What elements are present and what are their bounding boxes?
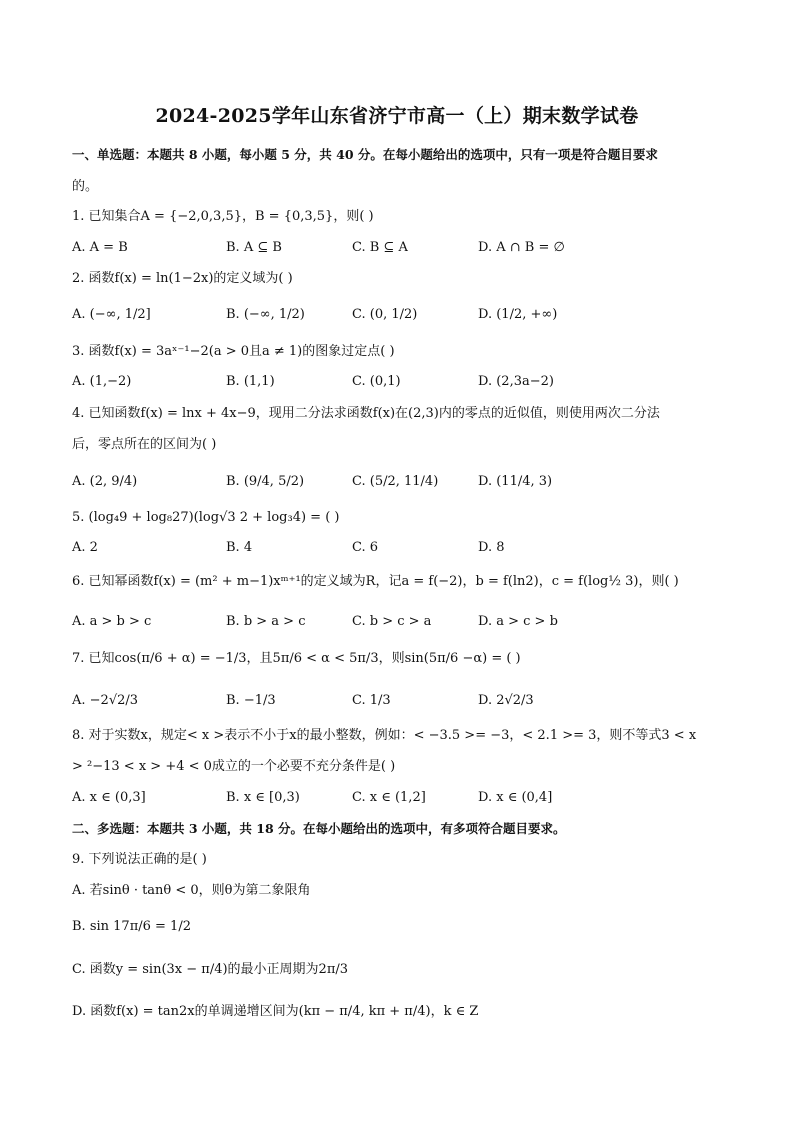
question-4-stem: 4. 已知函数f(x) = lnx + 4x−9，现用二分法求函数f(x)在(2,3)内的零点的近似值，则使用两次二分法 xyxy=(72,406,660,421)
question-2-option-b: B. (−∞, 1/2) xyxy=(226,307,305,322)
question-8-stem: 8. 对于实数x，规定< x >表示不小于x的最小整数，例如：< −3.5 >= −3，< 2.1 >= 3，则不等式3 < x xyxy=(72,728,697,743)
question-9-option-a: A. 若sinθ · tanθ < 0，则θ为第二象限角 xyxy=(72,883,311,898)
question-7-option-a: A. −2√2/3 xyxy=(72,693,139,708)
question-5-option-a: A. 2 xyxy=(72,540,98,555)
question-7-stem: 7. 已知cos(π/6 + α) = −1/3，且5π/6 < α < 5π/3，则sin(5π/6 −α) = ( ) xyxy=(72,651,521,666)
question-4-stem-cont: 后，零点所在的区间为( ) xyxy=(72,437,217,452)
question-4-option-b: B. (9/4, 5/2) xyxy=(226,474,305,489)
question-9-option-d: D. 函数f(x) = tan2x的单调递增区间为(kπ − π/4, kπ + π/4)，k ∈ Z xyxy=(72,1004,479,1019)
exam-title: 2024-2025学年山东省济宁市高一（上）期末数学试卷 xyxy=(155,105,639,127)
question-1-option-b: B. A ⊆ B xyxy=(226,240,282,255)
question-8-stem-cont: > ²−13 < x > +4 < 0成立的一个必要不充分条件是( ) xyxy=(72,759,396,774)
question-4-option-d: D. (11/4, 3) xyxy=(478,474,553,489)
section1-heading-cont: 的。 xyxy=(72,179,99,194)
question-8-option-d: D. x ∈ (0,4] xyxy=(478,790,553,805)
question-1-option-c: C. B ⊆ A xyxy=(352,240,408,255)
section1-heading: 一、单选题：本题共 8 小题，每小题 5 分，共 40 分。在每小题给出的选项中，只有一项是符合题目要求 xyxy=(72,147,658,162)
question-3-option-c: C. (0,1) xyxy=(352,374,401,389)
question-2-option-a: A. (−∞, 1/2] xyxy=(72,307,151,322)
question-9-option-b: B. sin 17π/6 = 1/2 xyxy=(72,919,191,934)
question-6-option-d: D. a > c > b xyxy=(478,614,558,629)
question-8-option-b: B. x ∈ [0,3) xyxy=(226,790,300,805)
question-6-option-a: A. a > b > c xyxy=(72,614,152,629)
question-2-option-d: D. (1/2, +∞) xyxy=(478,307,558,322)
question-7-option-c: C. 1/3 xyxy=(352,693,391,708)
question-3-option-b: B. (1,1) xyxy=(226,374,275,389)
question-3-option-a: A. (1,−2) xyxy=(72,374,132,389)
question-9-stem: 9. 下列说法正确的是( ) xyxy=(72,852,207,867)
question-8-option-a: A. x ∈ (0,3] xyxy=(72,790,146,805)
section2-heading: 二、多选题：本题共 3 小题，共 18 分。在每小题给出的选项中，有多项符合题目要求。 xyxy=(72,821,566,836)
question-5-option-b: B. 4 xyxy=(226,540,253,555)
question-9-option-c: C. 函数y = sin(3x − π/4)的最小正周期为2π/3 xyxy=(72,962,349,977)
question-2-stem: 2. 函数f(x) = ln(1−2x)的定义域为( ) xyxy=(72,271,293,286)
question-3-stem: 3. 函数f(x) = 3aˣ⁻¹−2(a > 0且a ≠ 1)的图象过定点( ) xyxy=(72,344,395,359)
question-6-stem: 6. 已知幂函数f(x) = (m² + m−1)xᵐ⁺¹的定义域为R，记a = f(−2)，b = f(ln2)，c = f(log½ 3)，则( ) xyxy=(72,574,679,589)
question-6-option-b: B. b > a > c xyxy=(226,614,306,629)
question-5-stem: 5. (log₄9 + log₈27)(log√3 2 + log₃4) = ( ) xyxy=(72,510,340,525)
question-1-option-d: D. A ∩ B = ∅ xyxy=(478,240,565,255)
question-4-option-a: A. (2, 9/4) xyxy=(72,474,138,489)
question-2-option-c: C. (0, 1/2) xyxy=(352,307,418,322)
question-1-option-a: A. A = B xyxy=(72,240,128,255)
question-4-option-c: C. (5/2, 11/4) xyxy=(352,474,439,489)
question-3-option-d: D. (2,3a−2) xyxy=(478,374,554,389)
question-1-stem: 1. 已知集合A = {−2,0,3,5}，B = {0,3,5}，则( ) xyxy=(72,209,374,224)
question-7-option-d: D. 2√2/3 xyxy=(478,693,534,708)
question-6-option-c: C. b > c > a xyxy=(352,614,432,629)
question-5-option-c: C. 6 xyxy=(352,540,379,555)
question-5-option-d: D. 8 xyxy=(478,540,505,555)
question-8-option-c: C. x ∈ (1,2] xyxy=(352,790,426,805)
question-7-option-b: B. −1/3 xyxy=(226,693,276,708)
